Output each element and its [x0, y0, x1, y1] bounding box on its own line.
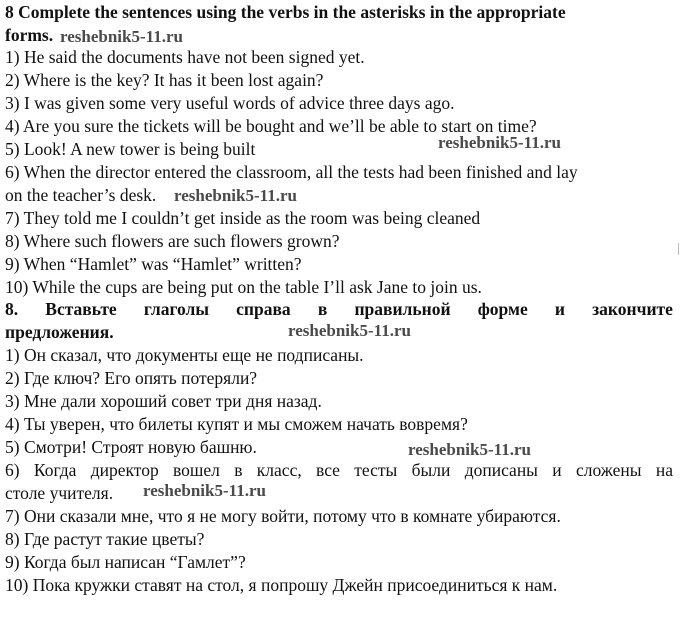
sentence-en-8: 8) Where such flowers are such flowers grown?	[5, 231, 340, 251]
sentence-en-3: 3) I was given some very useful words of advice three days ago.	[5, 93, 455, 113]
sentence-ru-2: 2) Где ключ? Его опять потеряли?	[5, 368, 258, 388]
s6-word: на	[655, 460, 673, 480]
sentence-en-6-cont: on the teacher’s desk.	[5, 185, 157, 205]
heading-ru-word: закончите	[592, 299, 673, 319]
s6-word: дописаны	[464, 460, 538, 480]
s6-word: в	[234, 460, 243, 480]
exercise-heading-en: 8 Complete the sentences using the verbs in the asterisks in the appropriate	[5, 2, 566, 22]
s6-word: тесты	[354, 460, 398, 480]
sentence-en-2: 2) Where is the key? It has it been lost again?	[5, 70, 324, 90]
s6-word: класс,	[256, 460, 302, 480]
sentence-en-5: 5) Look! A new tower is being built	[5, 139, 256, 159]
exercise-heading-ru	[5, 298, 673, 321]
sentence-en-4: 4) Are you sure the tickets will be bought and we’ll be able to start on time?	[5, 116, 537, 136]
watermark: reshebnik5-11.ru	[438, 133, 561, 152]
sentence-ru-6	[5, 459, 673, 482]
sentence-ru-4: 4) Ты уверен, что билеты купят и мы сможем начать вовремя?	[5, 414, 468, 434]
sentence-ru-10: 10) Пока кружки ставят на стол, я попрошу Джейн присоединиться к нам.	[5, 575, 558, 595]
watermark: reshebnik5-11.ru	[143, 481, 266, 500]
sentence-en-9: 9) When “Hamlet” was “Hamlet” written?	[5, 254, 302, 274]
s6-word: директор	[90, 460, 159, 480]
s6-word: и	[552, 460, 562, 480]
heading-ru-word: правильной	[354, 299, 451, 319]
watermark: reshebnik5-11.ru	[288, 321, 411, 340]
exercise-heading-ru-cont: предложения.	[5, 322, 114, 342]
heading-ru-word: глаголы	[143, 299, 209, 319]
heading-ru-word: и	[554, 299, 565, 319]
heading-ru-word: в	[317, 299, 328, 319]
watermark: reshebnik5-11.ru	[174, 186, 297, 205]
sentence-ru-6-cont: столе учителя.	[5, 483, 114, 503]
sentence-en-7: 7) They told me I couldn’t get inside as the room was being cleaned	[5, 208, 481, 228]
s6-word: Когда	[33, 460, 77, 480]
heading-ru-word: справа	[236, 299, 291, 319]
heading-ru-word: 8.	[5, 299, 19, 319]
sentence-ru-9: 9) Когда был написан “Гамлет”?	[5, 552, 246, 572]
sentence-ru-8: 8) Где растут такие цветы?	[5, 529, 205, 549]
heading-ru-word: форме	[477, 299, 528, 319]
watermark: reshebnik5-11.ru	[60, 27, 183, 46]
s6-word: 6)	[5, 460, 20, 480]
watermark: reshebnik5-11.ru	[408, 440, 531, 459]
sentence-ru-7: 7) Они сказали мне, что я не могу войти, потому что в комнате убираются.	[5, 506, 561, 526]
s6-word: сложены	[575, 460, 642, 480]
s6-word: все	[316, 460, 340, 480]
sentence-ru-1: 1) Он сказал, что документы еще не подписаны.	[5, 345, 364, 365]
sentence-en-10: 10) While the cups are being put on the table I’ll ask Jane to join us.	[5, 277, 482, 297]
sentence-ru-5: 5) Смотри! Строят новую башню.	[5, 437, 257, 457]
s6-word: были	[411, 460, 451, 480]
margin-mark	[678, 243, 679, 255]
s6-word: вошел	[173, 460, 220, 480]
exercise-heading-en-cont: forms.	[5, 25, 54, 45]
sentence-en-6: 6) When the director entered the classroom, all the tests had been finished and lay	[5, 162, 578, 182]
sentence-en-1: 1) He said the documents have not been signed yet.	[5, 47, 365, 67]
sentence-ru-3: 3) Мне дали хороший совет три дня назад.	[5, 391, 322, 411]
heading-ru-word: Вставьте	[45, 299, 117, 319]
